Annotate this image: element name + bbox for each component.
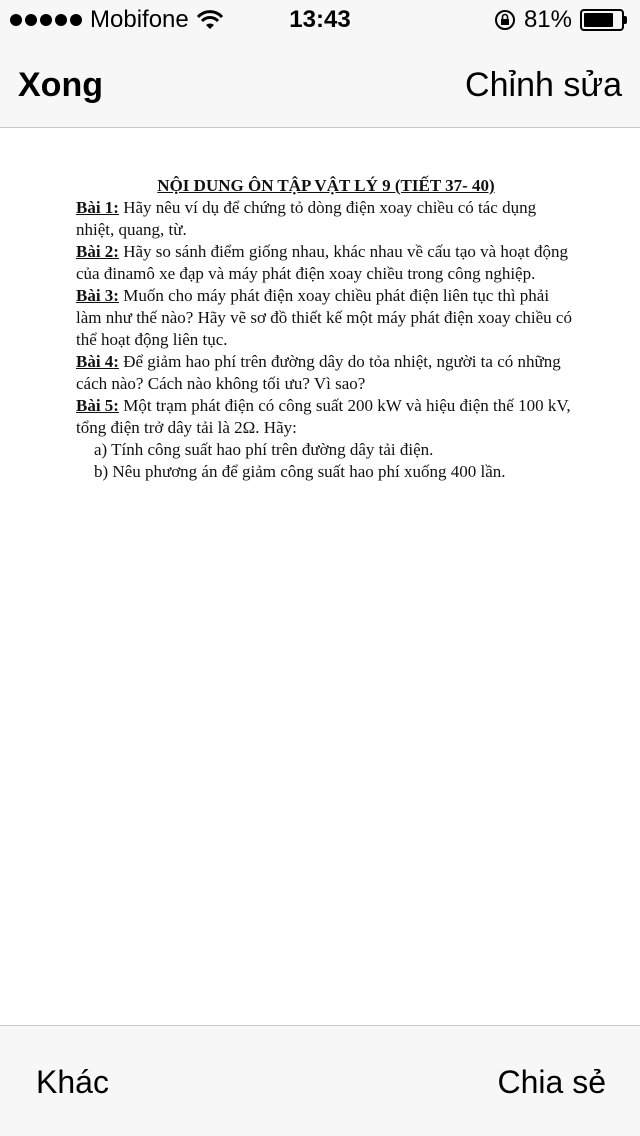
document-title: NỘI DUNG ÔN TẬP VẬT LÝ 9 (TIẾT 37- 40)	[157, 176, 495, 195]
battery-percent: 81%	[523, 6, 572, 33]
question-label: Bài 3:	[76, 286, 119, 305]
question-label: Bài 4:	[76, 352, 119, 371]
question-4	[76, 351, 576, 395]
other-button[interactable]: Khác	[36, 1064, 109, 1100]
sub-item-a: a) Tính công suất hao phí trên đường dây tải điện.	[94, 440, 434, 459]
battery-icon	[580, 9, 628, 31]
question-text: Muốn cho máy phát điện xoay chiều phát điện liên tục thì phải làm như thế nào? Hãy vẽ sơ đồ thiết kế một máy phát điện xoay chiều có thể hoạt động liên tục.	[76, 286, 572, 349]
sub-item-b: b) Nêu phương án để giảm công suất hao phí xuống 400 lần.	[94, 462, 506, 481]
status-right	[494, 6, 628, 34]
top-area	[0, 0, 640, 128]
document-content	[76, 175, 576, 483]
status-bar	[0, 0, 640, 40]
question-1	[76, 197, 576, 241]
bottom-toolbar	[0, 1025, 640, 1136]
question-3	[76, 285, 576, 351]
share-button[interactable]: Chia sẻ	[497, 1064, 606, 1100]
question-text: Hãy so sánh điểm giống nhau, khác nhau về cấu tạo và hoạt động của đinamô xe đạp và máy phát điện xoay chiều trong công nghiệp.	[76, 242, 568, 283]
carrier-name: Mobifone	[90, 6, 189, 33]
question-label: Bài 2:	[76, 242, 119, 261]
question-label: Bài 1:	[76, 198, 119, 217]
question-2	[76, 241, 576, 285]
status-time: 13:43	[289, 6, 351, 33]
question-text: Hãy nêu ví dụ để chứng tỏ dòng điện xoay chiều có tác dụng nhiệt, quang, từ.	[76, 198, 537, 239]
edit-button[interactable]: Chỉnh sửa	[465, 66, 622, 104]
nav-bar	[0, 40, 640, 128]
question-5	[76, 395, 576, 439]
orientation-lock-icon	[494, 9, 516, 31]
question-label: Bài 5:	[76, 396, 119, 415]
done-button[interactable]: Xong	[18, 66, 103, 104]
question-text: Một trạm phát điện có công suất 200 kW và hiệu điện thế 100 kV, tổng điện trở dây tải là 2Ω. Hãy:	[76, 396, 571, 437]
question-text: Để giảm hao phí trên đường dây do tỏa nhiệt, người ta có những cách nào? Cách nào không tối ưu? Vì sao?	[76, 352, 561, 393]
battery-fill	[584, 13, 613, 27]
